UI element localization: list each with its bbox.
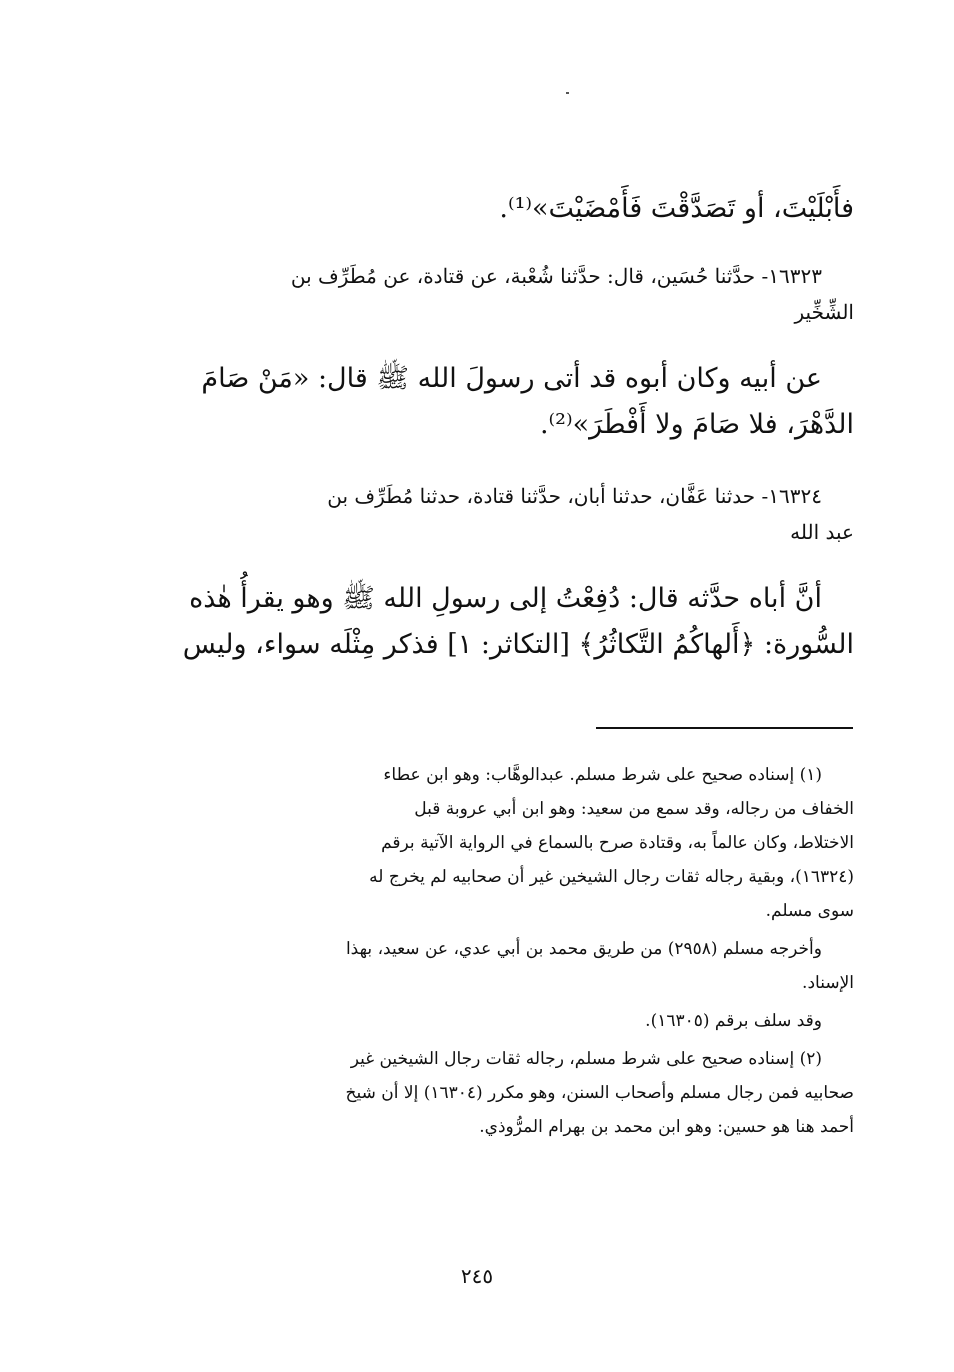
isnad-16324 xyxy=(144,478,854,550)
matn-line: السُّورة: ﴿أَلهاكُمُ التَّكاثُرُ﴾ [التكاثر: ١] فذكر مِثْلَه سواء، وليس xyxy=(182,629,854,660)
footnotes xyxy=(144,758,854,1144)
matn-line: أنَّ أباه حدَّثه قال: دُفِعْتُ إلى رسولِ الله ﷺ وهو يقرأُ هٰذه xyxy=(189,583,822,614)
hadith-ending: فأَبْلَيْتَ، أو تَصَدَّقْتَ فَأَمْضَيْتَ»⁽¹⁾. xyxy=(499,193,854,224)
footnote-line: الإسناد. xyxy=(802,973,854,993)
matn-line: عن أبيه وكان أبوه قد أتى رسولَ الله ﷺ قال: «مَنْ صَامَ xyxy=(201,363,822,394)
footnote-line: أحمد هنا هو حسين: وهو ابن محمد بن بهرام المرُّوذي. xyxy=(479,1117,854,1137)
footnote-line: (١٦٣٢٤)، وبقية رجاله ثقات رجال الشيخين غير أن صحابيه لم يخرج له xyxy=(369,867,854,887)
footnote-line: (٢) إسناده صحيح على شرط مسلم، رجاله ثقات رجال الشيخين غير xyxy=(350,1049,822,1069)
footnote-line: (١) إسناده صحيح على شرط مسلم. عبدالوهَّاب: وهو ابن عطاء xyxy=(383,765,822,785)
text-line xyxy=(144,186,854,232)
matn-16323 xyxy=(144,356,854,448)
isnad-line: عبد الله xyxy=(790,520,854,544)
isnad-line: ١٦٣٢٣- حدَّثنا حُسَين، قال: حدَّثنا شُعْبة، عن قتادة، عن مُطَرِّف بن xyxy=(290,264,822,288)
matn-16324 xyxy=(144,576,854,668)
isnad-line: ١٦٣٢٤- حدثنا عَفَّان، حدثنا أبان، حدَّثنا قتادة، حدثنا مُطَرِّف بن xyxy=(327,484,822,508)
speck xyxy=(566,92,569,94)
footnote-line: الخفاف من رجاله، وقد سمع من سعيد: وهو ابن أبي عروبة قبل xyxy=(414,799,854,819)
page-number: ٢٤٥ xyxy=(460,1264,494,1288)
footnote-line: وأخرجه مسلم (٢٩٥٨) من طريق محمد بن أبي عدي، عن سعيد، بهذا xyxy=(345,939,822,959)
footnote-line: صحابيه فمن رجال مسلم وأصحاب السنن، وهو مكرر (١٦٣٠٤) إلا أن شيخ xyxy=(345,1083,854,1103)
footnote-line: الاختلاط، وكان عالماً به، وقتادة صرح بالسماع في الرواية الآتية برقم xyxy=(381,833,854,853)
matn-line: الدَّهْرَ، فلا صَامَ ولا أَفْطَرَ»⁽²⁾. xyxy=(539,409,854,440)
footnote-line: سوى مسلم. xyxy=(765,901,854,921)
isnad-16323 xyxy=(144,258,854,330)
isnad-line: الشِّخِّير xyxy=(794,300,854,324)
footnote-line: وقد سلف برقم (١٦٣٠٥). xyxy=(645,1011,822,1031)
footnote-separator xyxy=(596,727,853,729)
